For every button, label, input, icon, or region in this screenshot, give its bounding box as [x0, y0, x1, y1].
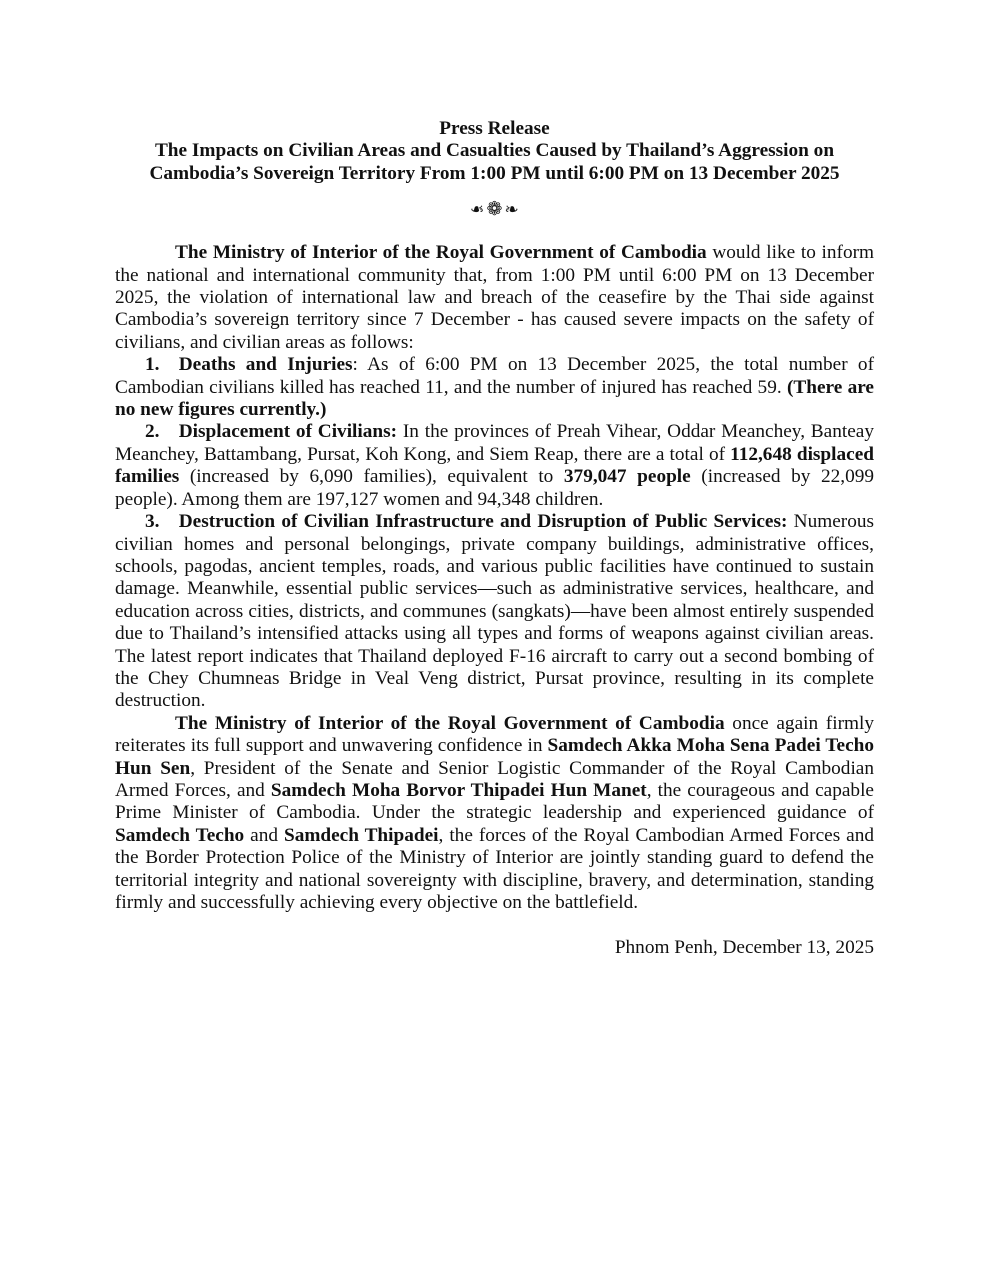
document-subtitle-line-1: The Impacts on Civilian Areas and Casualties Caused by Thailand’s Aggression on [154, 140, 835, 162]
paragraph-item-1-deaths-and-injuries: 1. Deaths and Injuries: As of 6:00 PM on 13 December 2025, the total number of Cambodian civilians killed has reached 11, and the number of injured has reached 59. (There are no new figures currently.) [115, 354, 874, 421]
paragraph-item-3-destruction: 3. Destruction of Civilian Infrastructure and Disruption of Public Services: Numerous civilian homes and personal belongings, private company buildings, administrative offices, schools, pagodas, ancient temples, roads, and various public facilities have continued to sustain damage. Meanwhile, essential public services—such as administrative services, healthcare, and education across cities, districts, and communes (sangkats)—have been almost entirely suspended due to Thailand’s intensified attacks using all types and forms of weapons against civilian areas. The latest report indicates that Thailand deployed F-16 aircraft to carry out a second bombing of the Chey Chumneas Bridge in Veal Veng district, Pursat province, resulting in its complete destruction. [115, 511, 874, 712]
dateline: Phnom Penh, December 13, 2025 [614, 937, 874, 959]
flourish-right-icon: ❧ [504, 200, 519, 221]
flower-icon: ❁ [486, 198, 503, 221]
flourish-left-icon: ❧ [470, 200, 485, 221]
document-subtitle-line-2: Cambodia’s Sovereign Territory From 1:00 PM until 6:00 PM on 13 December 2025 [149, 162, 840, 184]
paragraph-closing: The Ministry of Interior of the Royal Government of Cambodia once again firmly reiterates its full support and unwavering confidence in Samdech Akka Moha Sena Padei Techo Hun Sen, President of the Senate and Senior Logistic Commander of the Royal Cambodian Armed Forces, and Samdech Moha Borvor Thipadei Hun Manet, the courageous and capable Prime Minister of Cambodia. Under the strategic leadership and experienced guidance of Samdech Techo and Samdech Thipadei, the forces of the Royal Cambodian Armed Forces and the Border Protection Police of the Ministry of Interior are jointly standing guard to defend the territorial integrity and national sovereignty with discipline, bravery, and determination, standing firmly and successfully achieving every objective on the battlefield. [115, 712, 875, 913]
ornament-divider [115, 199, 874, 220]
paragraph-item-2-displacement: 2. Displacement of Civilians: In the provinces of Preah Vihear, Oddar Meanchey, Banteay Meanchey, Battambang, Pursat, Koh Kong, and Siem Reap, there are a total of 112,648 displaced families (increased by 6,090 families), equivalent to 379,047 people (increased by 22,099 people). Among them are 197,127 women and 94,348 children. [115, 421, 874, 510]
document-title: Press Release [439, 118, 550, 139]
paragraph-intro: The Ministry of Interior of the Royal Government of Cambodia would like to inform the national and international community that, from 1:00 PM until 6:00 PM on 13 December 2025, the violation of international law and breach of the ceasefire by the Thai side against Cambodia’s sovereign territory since 7 December - has caused severe impacts on the safety of civilians, and civilian areas as follows: [115, 242, 875, 353]
